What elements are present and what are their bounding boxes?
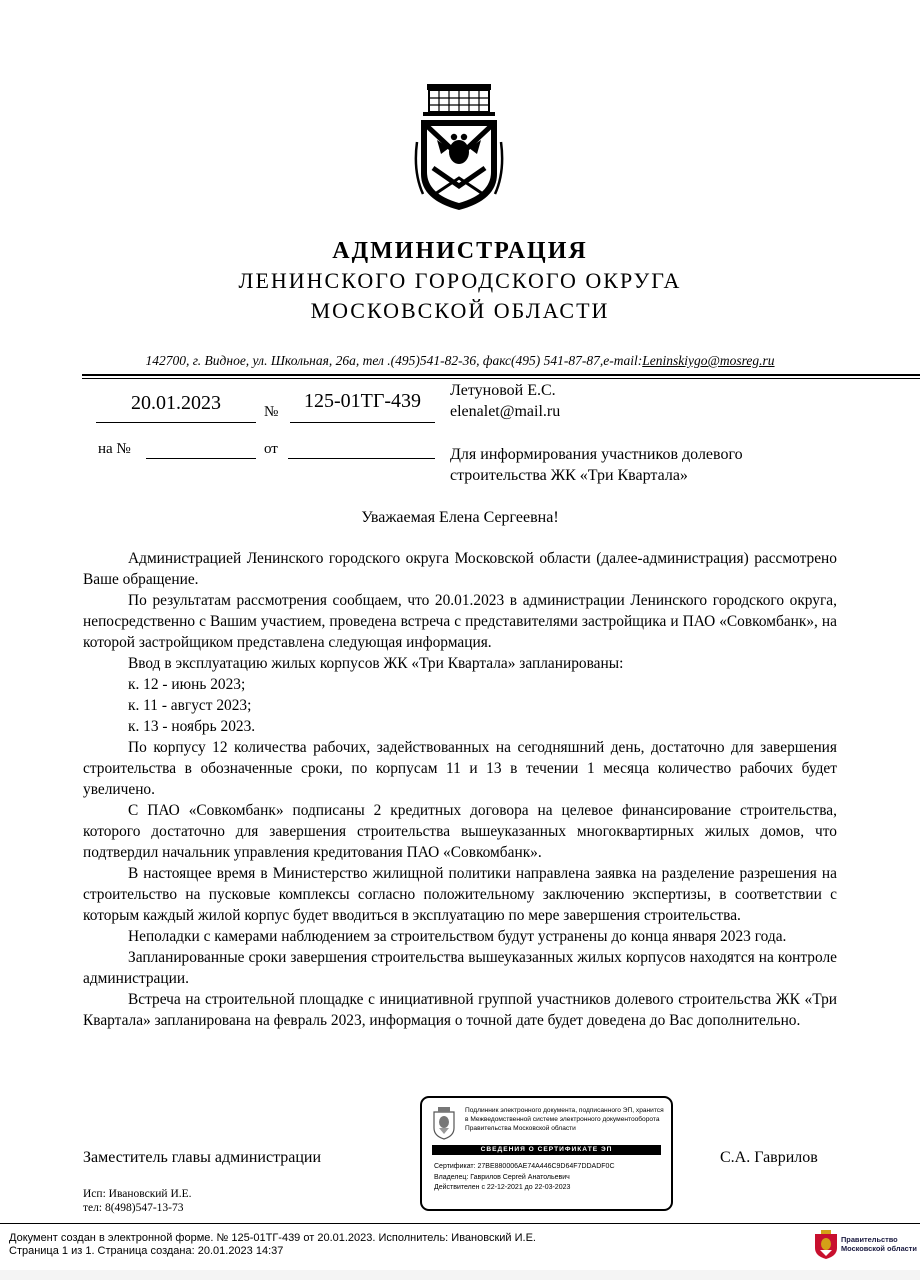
org-subtitle-line1: ЛЕНИНСКОГО ГОРОДСКОГО ОКРУГА: [238, 268, 682, 293]
government-logo-icon: [814, 1230, 838, 1260]
paragraph-9: Встреча на строительной площадке с инициативной группой участников долевого строительства ЖК «Три Квартала» запланирована на февраль 2023, информация о точной дате будет доведена до Вас дополнительно.: [83, 991, 837, 1029]
footer: [9, 1232, 536, 1257]
paragraph-8: Запланированные сроки завершения строительства вышеуказанных жилых корпусов находятся на контроле администрации.: [83, 949, 837, 987]
paragraph-7: Неполадки с камерами наблюдением за строительством будут устранены до конца января 2023 года.: [128, 928, 787, 945]
reply-to-date-blank: [288, 458, 435, 459]
email-link[interactable]: Leninskiygo@mosreg.ru: [642, 353, 775, 368]
paragraph-4: По корпусу 12 количества рабочих, задействованных на сегодняшний день, достаточно для завершения строительства в обозначенные сроки, по корпусам 11 и 13 в течении 1 месяца количество рабочих будет увеличено.: [83, 739, 837, 798]
executor-block: [83, 1187, 192, 1215]
cert-notice: Подлинник электронного документа, подписанного ЭП, хранится в Межведомственной системе электронного документооборота Правительства Московской области: [465, 1107, 664, 1132]
purpose-line2: строительства ЖК «Три Квартала»: [450, 467, 688, 484]
paragraph-5: С ПАО «Совкомбанк» подписаны 2 кредитных договора на целевое финансирование строительства, которого достаточно для завершения строительства вышеуказанных многоквартирных жилых домов, что подтвердил начальник управления кредитования ПАО «Совкомбанк».: [83, 802, 837, 861]
list-item: к. 11 - август 2023;: [128, 697, 252, 714]
letter-body: [83, 548, 837, 1031]
header-rule-thick: [82, 374, 920, 376]
paragraph-6: В настоящее время в Министерство жилищной политики направлена заявка на разделение разрешения на строительство на пусковые комплексы согласно положительному заключению экспертизы, в соответствии с которым каждый жилой корпус будет вводиться в эксплуатацию по мере завершения строительства.: [83, 865, 837, 924]
cert-details: [434, 1162, 666, 1194]
paragraph-1: Администрацией Ленинского городского округа Московской области (далее-администрация) рассмотрено Ваше обращение.: [83, 550, 837, 588]
recipient-name: Летуновой Е.С.: [450, 382, 556, 399]
letter-date: 20.01.2023: [96, 392, 256, 423]
purpose-block: [450, 444, 850, 486]
executor-name: Исп: Ивановский И.Е.: [83, 1188, 192, 1200]
letter-number: 125-01ТГ-439: [290, 390, 435, 423]
number-sign: №: [264, 404, 279, 420]
cert-owner: Владелец: Гаврилов Сергей Анатольевич: [434, 1173, 570, 1181]
org-subtitle-line2: МОСКОВСКОЙ ОБЛАСТИ: [310, 298, 610, 323]
cert-title: СВЕДЕНИЯ О СЕРТИФИКАТЕ ЭП: [432, 1145, 661, 1155]
list-item: к. 12 - июнь 2023;: [128, 676, 246, 693]
cert-validity: Действителен с 22-12-2021 до 22-03-2023: [434, 1184, 571, 1191]
executor-phone: тел: 8(498)547-13-73: [83, 1202, 184, 1214]
signer-name: С.А. Гаврилов: [720, 1149, 818, 1166]
purpose-line1: Для информирования участников долевого: [450, 446, 743, 463]
gov-label-line1: Правительство: [841, 1235, 898, 1244]
gov-label-line2: Московской области: [841, 1244, 917, 1253]
footer-doc-info: Документ создан в электронной форме. № 125-01ТГ-439 от 20.01.2023. Исполнитель: Ивановский И.Е.: [9, 1232, 536, 1244]
cert-serial: Сертификат: 27BE880006AE74A446C9D64F7DDADF0C: [434, 1163, 615, 1170]
moscow-region-emblem-icon: [432, 1106, 456, 1140]
footer-page-info: Страница 1 из 1. Страница создана: 20.01.2023 14:37: [9, 1244, 284, 1257]
reply-to-number-label: на №: [98, 441, 131, 457]
address-text: 142700, г. Видное, ул. Школьная, 26а, тел .(495)541-82-36, факс(495) 541-87-87,e-mail:: [145, 353, 643, 368]
reply-to-number-blank: [146, 458, 256, 459]
scan-margin: [0, 1270, 920, 1280]
government-label: [841, 1235, 917, 1253]
org-title: АДМИНИСТРАЦИЯ: [332, 238, 588, 264]
signer-role: Заместитель главы администрации: [83, 1149, 322, 1166]
reply-to-date-label: от: [264, 441, 278, 457]
greeting: Уважаемая Елена Сергеевна!: [361, 509, 559, 526]
address-line: [60, 353, 860, 369]
header-rule-thin: [82, 378, 920, 379]
recipient-email: elenalet@mail.ru: [450, 403, 561, 420]
list-item: к. 13 - ноябрь 2023.: [128, 718, 256, 735]
recipient-block: [450, 380, 560, 422]
e-signature-stamp: [420, 1096, 673, 1211]
paragraph-2: По результатам рассмотрения сообщаем, что 20.01.2023 в администрации Ленинского городского округа, непосредственно с Вашим участием, проведена встреча с представителями застройщика и ПАО «Совкомбанк», на которой застройщиком представлена следующая информация.: [83, 592, 837, 651]
paragraph-3: Ввод в эксплуатацию жилых корпусов ЖК «Три Квартала» запланированы:: [128, 655, 624, 672]
footer-rule: [0, 1223, 920, 1224]
coat-of-arms-icon: [413, 82, 505, 212]
